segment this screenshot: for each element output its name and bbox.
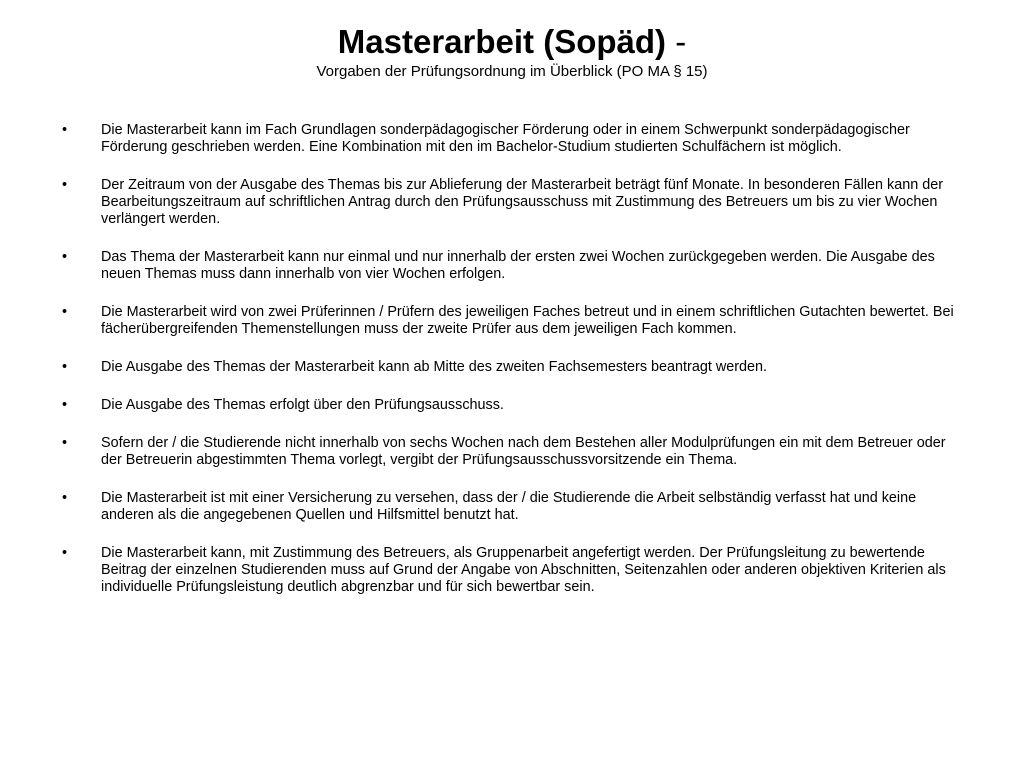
- bullet-item: [62, 249, 962, 283]
- bullet-item: [62, 359, 962, 376]
- slide-subtitle: Vorgaben der Prüfungsordnung im Überblick (PO MA § 15): [316, 63, 708, 80]
- bullet-item: [62, 122, 962, 156]
- bullet-text: Das Thema der Masterarbeit kann nur einmal und nur innerhalb der ersten zwei Wochen zurückgegeben werden. Die Ausgabe des neuen Themas muss dann innerhalb von vier Wochen erfolgen.: [101, 249, 935, 282]
- bullet-icon: •: [62, 545, 68, 561]
- bullet-item: [62, 545, 962, 596]
- bullet-text: Sofern der / die Studierende nicht innerhalb von sechs Wochen nach dem Bestehen aller Modulprüfungen ein mit dem Betreuer oder der Betreuerin abgestimmten Thema vorlegt, vergibt der Prüfungsausschussvorsitzende ein Thema.: [101, 435, 946, 468]
- bullet-icon: •: [62, 490, 68, 506]
- bullet-icon: •: [62, 435, 68, 451]
- bullet-item: [62, 490, 962, 524]
- bullet-icon: •: [62, 177, 68, 193]
- bullet-item: [62, 304, 962, 338]
- title-block: [0, 22, 1024, 81]
- bullet-text: Die Masterarbeit kann im Fach Grundlagen sonderpädagogischer Förderung oder in einem Schwerpunkt sonderpädagogischer Förderung geschrieben werden. Eine Kombination mit den im Bachelor-Studium studierten Schulfächern ist möglich.: [101, 122, 910, 155]
- bullet-text: Die Masterarbeit ist mit einer Versicherung zu versehen, dass der / die Studierende die Arbeit selbständig verfasst hat und keine anderen als die angegebenen Quellen und Hilfsmittel benutzt hat.: [101, 490, 917, 523]
- bullet-text: Die Masterarbeit wird von zwei Prüferinnen / Prüfern des jeweiligen Faches betreut und in einem schriftlichen Gutachten bewertet. Bei fächerübergreifenden Themenstellungen muss der zweite Prüfer aus dem jeweiligen Fach kommen.: [101, 304, 954, 337]
- title-separator: -: [666, 23, 687, 60]
- bullet-item: [62, 397, 962, 414]
- slide-title: Masterarbeit (Sopäd): [337, 23, 667, 60]
- bullet-icon: •: [62, 304, 68, 320]
- title-line: [0, 22, 1024, 62]
- bullet-text: Die Ausgabe des Themas erfolgt über den Prüfungsausschuss.: [101, 397, 504, 413]
- bullet-item: [62, 177, 962, 228]
- bullet-icon: •: [62, 122, 68, 138]
- bullet-icon: •: [62, 249, 68, 265]
- bullet-text: Der Zeitraum von der Ausgabe des Themas bis zur Ablieferung der Masterarbeit beträgt fünf Monate. In besonderen Fällen kann der Bearbeitungszeitraum auf schriftlichen Antrag durch den Prüfungsausschuss mit Zustimmung des Betreuers um bis zu vier Wochen verlängert werden.: [101, 177, 944, 227]
- bullet-icon: •: [62, 359, 68, 375]
- bullet-list: [62, 122, 962, 617]
- bullet-text: Die Ausgabe des Themas der Masterarbeit kann ab Mitte des zweiten Fachsemesters beantragt werden.: [101, 359, 768, 375]
- bullet-item: [62, 435, 962, 469]
- bullet-text: Die Masterarbeit kann, mit Zustimmung des Betreuers, als Gruppenarbeit angefertigt werden. Der Prüfungsleitung zu bewertende Beitrag der einzelnen Studierenden muss auf Grund der Angabe von Abschnitten, Seitenzahlen oder anderen objektiven Kriterien als individuelle Prüfungsleistung deutlich abgrenzbar und für sich bewertbar sein.: [101, 545, 946, 595]
- bullet-icon: •: [62, 397, 68, 413]
